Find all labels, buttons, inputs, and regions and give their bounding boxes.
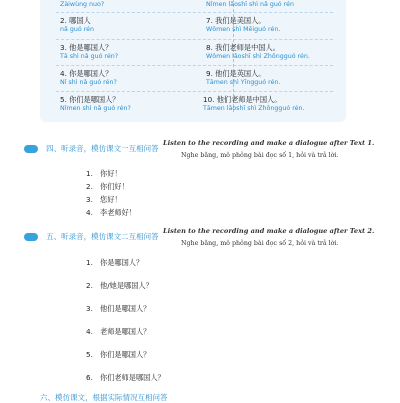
section-5-heading: 五、听录音，模仿课文二互相问答	[24, 226, 159, 245]
section-4-item-4: 4. 李老师好！	[86, 208, 136, 217]
section-4-item-1: 1. 你好！	[86, 169, 122, 178]
card-item-right-5: 10. 他们老师是中国人。 Tāmen lǎoshī shì Zhōngguó rén.	[203, 95, 305, 112]
card-item-left-5: 5. 你们是哪国人？ Nǐmen shì nǎ guó rén?	[60, 95, 131, 112]
section-5-item-5: 5. 你们是哪国人？	[86, 350, 151, 359]
audio-track-badge	[24, 145, 38, 153]
section-6-heading: 六、模仿课文，根据实际情况互相问答	[40, 393, 168, 402]
card-item-right-1: Nǐmen lǎoshī shì nǎ guó rén	[206, 1, 294, 8]
card-separator	[56, 12, 216, 13]
section-5-vietnamese-instruction: Nghe băng, mô phỏng bài đọc số 2, hỏi và trả lời.	[181, 240, 339, 247]
card-separator	[203, 91, 333, 92]
card-separator	[203, 65, 333, 66]
sentence-card	[40, 0, 346, 122]
card-item-left-4: 4. 你是哪国人？ Nǐ shì nǎ guó rén?	[60, 69, 117, 86]
section-4-vietnamese-instruction: Nghe băng, mô phỏng bài đọc số 1, hỏi và trả lời.	[181, 152, 339, 159]
audio-track-badge	[24, 233, 38, 241]
section-5-item-4: 4. 老师是哪国人？	[86, 327, 151, 336]
section-5-item-6: 6. 你们老师是哪国人？	[86, 373, 165, 382]
section-5-item-3: 3. 他们是哪国人？	[86, 304, 151, 313]
card-item-right-3: 8. 我们老师是中国人。 Wǒmen lǎoshī shì Zhōngguó rén.	[206, 43, 310, 60]
section-4-item-3: 3. 您好！	[86, 195, 122, 204]
card-separator	[203, 12, 333, 13]
section-4-english-instruction: Listen to the recording and make a dialogue after Text 1.	[163, 139, 375, 147]
card-item-right-2: 7. 我们是美国人。 Wǒmen shì Měiguó rén.	[206, 16, 281, 33]
section-4-heading: 四、听录音，模仿课文一互相问答	[24, 138, 159, 157]
card-item-left-3: 3. 他是哪国人？ Tā shì nǎ guó rén?	[60, 43, 119, 60]
card-item-left-1: Zàiwùng nuo?	[60, 1, 105, 8]
section-5-english-instruction: Listen to the recording and make a dialogue after Text 2.	[163, 227, 375, 235]
section-4-item-2: 2. 你们好！	[86, 182, 129, 191]
card-separator	[56, 39, 216, 40]
section-5-item-1: 1. 你是哪国人？	[86, 258, 144, 267]
card-separator	[56, 91, 216, 92]
card-separator	[56, 65, 216, 66]
card-separator	[203, 39, 333, 40]
section-5-item-2: 2. 他/她是哪国人？	[86, 281, 153, 290]
card-item-left-2: 2. 哪国人 nǎ guó rén	[60, 16, 95, 33]
card-item-right-4: 9. 他们是英国人。 Tāmen shì Yīngguó rén.	[206, 69, 281, 86]
